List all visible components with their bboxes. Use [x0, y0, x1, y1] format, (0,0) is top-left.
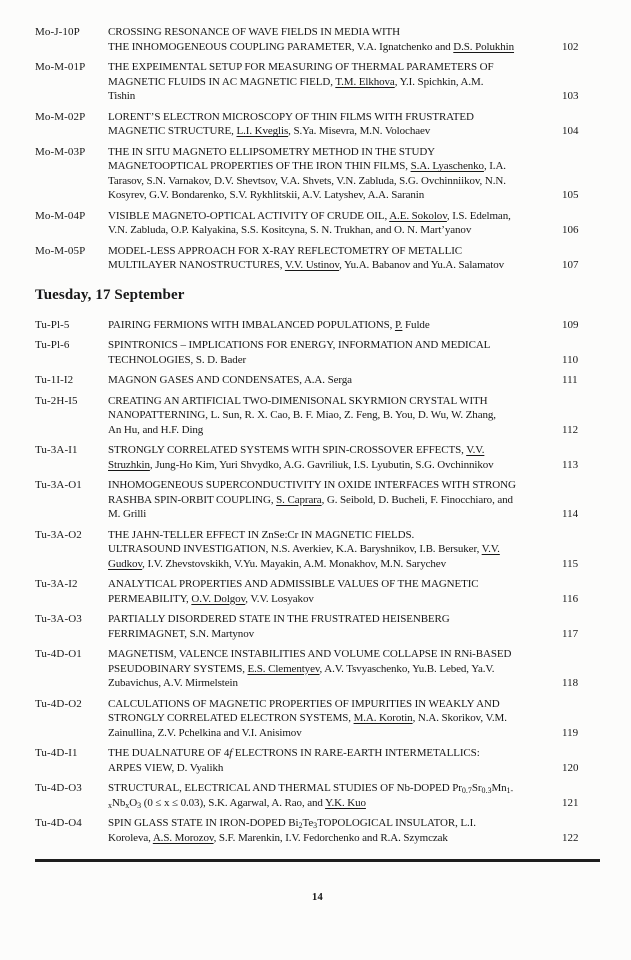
entry-page-number: 120	[562, 761, 579, 774]
entry-code: Tu-4D-O4	[35, 817, 82, 829]
underlined-author: A.S. Morozov	[152, 831, 214, 844]
entry-page-number: 110	[562, 353, 579, 366]
entry-code: Tu-4D-I1	[35, 747, 78, 759]
underlined-author: L.I. Kveglis	[236, 125, 289, 137]
title-line	[108, 557, 560, 572]
entry-title	[108, 478, 560, 522]
subscript-text: 3	[313, 821, 318, 830]
title-line	[108, 577, 560, 592]
title-line	[108, 258, 560, 273]
entry-title	[108, 781, 560, 810]
toc-entry	[35, 318, 600, 333]
title-line	[108, 124, 560, 139]
entry-title	[108, 373, 560, 388]
section-heading: Tuesday, 17 September	[35, 286, 185, 303]
title-line	[108, 627, 560, 642]
title-text: CROSSING RESONANCE OF WAVE FIELDS IN MEDIA WITH	[108, 26, 401, 38]
title-text: MAGNETIC FLUIDS IN AC MAGNETIC FIELD,	[108, 75, 336, 88]
entry-title	[108, 110, 560, 139]
toc-entry	[35, 612, 600, 641]
footer-rule	[35, 859, 600, 862]
title-line	[108, 394, 560, 409]
underlined-author: S. Caprara	[276, 493, 322, 506]
toc-entry	[35, 478, 600, 522]
entry-code: Tu-Pl-5	[35, 318, 70, 331]
entry-page-number: 115	[562, 557, 579, 570]
title-text: THE EXPEIMENTAL SETUP FOR MEASURING OF THERMAL PARAMETERS OF	[108, 61, 494, 73]
title-line	[108, 726, 560, 741]
underlined-author: V.V.	[481, 543, 500, 555]
title-line	[108, 831, 560, 846]
folio-page-number: 14	[311, 892, 324, 903]
title-text: THE IN SITU MAGNETO ELLIPSOMETRY METHOD IN THE STUDY	[108, 145, 436, 158]
entry-code: Tu-4D-O1	[35, 648, 82, 660]
title-text: SPINTRONICS – IMPLICATIONS FOR ENERGY, INFORMATION AND MEDICAL	[108, 339, 491, 351]
title-line	[108, 25, 560, 40]
title-line	[108, 40, 560, 55]
entry-title	[108, 816, 560, 845]
title-line	[108, 209, 560, 224]
title-text: Zubavichus, A.V. Mirmelstein	[108, 677, 238, 689]
entry-code: Mo-M-01P	[35, 61, 86, 73]
entry-title	[108, 145, 560, 203]
entry-title	[108, 528, 560, 572]
title-text: MAGNETISM, VALENCE INSTABILITIES AND VOLUME COLLAPSE IN RNi-BASED	[108, 648, 512, 660]
title-line	[108, 110, 560, 125]
underlined-author: O.V. Dolgov	[191, 592, 246, 605]
title-line	[108, 353, 560, 368]
entry-title	[108, 697, 560, 741]
entry-page-number: 113	[562, 458, 579, 471]
entry-title	[108, 394, 560, 438]
entry-title	[108, 647, 560, 691]
title-line	[108, 408, 560, 423]
toc-entry	[35, 781, 600, 810]
title-line	[108, 145, 560, 160]
title-text: CREATING AN ARTIFICIAL TWO-DIMENISONAL SKYRMION CRYSTAL WITH	[108, 394, 488, 407]
entry-page-number: 106	[562, 224, 579, 236]
title-text: O	[129, 796, 138, 809]
subscript-text: 0.3	[481, 786, 492, 795]
title-line	[108, 816, 560, 831]
entry-page-number: 104	[562, 125, 579, 137]
title-text: Mn	[491, 782, 507, 794]
title-text: , A.V. Tsvyaschenko, Yu.B. Lebed, Ya.V.	[319, 662, 495, 675]
title-text: STRUCTURAL, ELECTRICAL AND THERMAL STUDIES OF Nb-DOPED Pr	[108, 782, 462, 794]
entry-code: Mo-J-10P	[35, 26, 80, 38]
title-text: TOPOLOGICAL INSULATOR, L.I.	[317, 817, 476, 829]
title-text: NANOPATTERNING, L. Sun, R. X. Cao, B. F. Miao, Z. Feng, B. You, D. Wu, W. Zhang,	[108, 409, 496, 421]
entry-page-number: 109	[562, 318, 579, 331]
title-text: Sr	[471, 782, 482, 794]
toc-entry	[35, 110, 600, 139]
title-text: STRONGLY CORRELATED ELECTRON SYSTEMS,	[108, 712, 354, 724]
toc-entry	[35, 528, 600, 572]
entry-title	[108, 338, 560, 367]
underlined-author: P.	[394, 318, 403, 331]
toc-entry	[35, 209, 600, 238]
entry-code: Tu-Pl-6	[35, 339, 70, 351]
entry-title	[108, 318, 560, 333]
title-text: , I.A.	[483, 160, 506, 172]
title-line	[108, 796, 560, 811]
entry-page-number: 118	[562, 677, 579, 689]
title-text: Te	[302, 817, 314, 829]
title-line	[108, 781, 560, 796]
entry-title	[108, 612, 560, 641]
entry-page-number: 107	[562, 259, 579, 271]
entry-code: Mo-M-04P	[35, 209, 86, 222]
toc-entry	[35, 338, 600, 367]
title-line	[108, 75, 560, 90]
toc-entry	[35, 244, 600, 273]
toc-entry	[35, 443, 600, 472]
title-text: Nb	[112, 796, 126, 809]
title-text: MODEL-LESS APPROACH FOR X-RAY REFLECTOMETRY OF METALLIC	[108, 244, 463, 257]
title-text: PSEUDOBINARY SYSTEMS,	[108, 662, 248, 675]
title-line	[108, 697, 560, 712]
title-line	[108, 676, 560, 691]
title-text: , G. Seibold, D. Bucheli, F. Finocchiaro, and	[321, 493, 513, 506]
toc-entry	[35, 746, 600, 775]
title-line	[108, 443, 560, 458]
toc-entry	[35, 816, 600, 845]
title-text: , I.S. Edelman,	[446, 209, 511, 222]
entry-page-number: 122	[562, 831, 579, 844]
entry-code: Tu-4D-O3	[35, 782, 82, 794]
entry-code: Tu-3A-O1	[35, 479, 82, 491]
underlined-author: S.A. Lyaschenko	[410, 160, 484, 172]
title-text: , I.V. Zhevstovskikh, V.Yu. Mayakin, A.M. Monakhov, M.N. Sarychev	[142, 557, 446, 570]
page-footer	[35, 892, 600, 903]
title-text: FERRIMAGNET, S.N. Martynov	[108, 627, 255, 640]
underlined-author: D.S. Polukhin	[453, 40, 515, 53]
title-line	[108, 528, 560, 543]
title-text: MAGNON GASES AND CONDENSATES, A.A. Serga	[108, 374, 352, 386]
title-text: TECHNOLOGIES, S. D. Bader	[108, 353, 247, 366]
title-line	[108, 458, 560, 473]
entry-title	[108, 60, 560, 104]
entry-title	[108, 209, 560, 238]
title-text: , S.Ya. Misevra, M.N. Volochaev	[288, 125, 431, 137]
entry-title	[108, 577, 560, 606]
title-line	[108, 542, 560, 557]
toc-entry	[35, 25, 600, 54]
title-line	[108, 746, 560, 761]
title-text: , Jung-Ho Kim, Yuri Shvydko, A.G. Gavriliuk, I.S. Lyubutin, S.G. Ovchinnikov	[149, 458, 494, 471]
entry-title	[108, 244, 560, 273]
title-text: An Hu, and H.F. Ding	[108, 423, 204, 436]
title-text: PERMEABILITY,	[108, 592, 192, 605]
toc-entry	[35, 394, 600, 438]
title-line	[108, 318, 560, 333]
title-text: ELECTRONS IN RARE-EARTH INTERMETALLICS:	[232, 747, 480, 759]
title-text: ARPES VIEW, D. Vyalikh	[108, 761, 224, 774]
title-line	[108, 223, 560, 238]
entry-code: Mo-M-05P	[35, 244, 86, 257]
title-text: , N.A. Skorikov, V.M.	[412, 712, 507, 724]
subscript-text: 0.7	[461, 786, 472, 795]
title-line	[108, 89, 560, 104]
title-line	[108, 159, 560, 174]
title-text: CALCULATIONS OF MAGNETIC PROPERTIES OF IMPURITIES IN WEAKLY AND	[108, 697, 500, 710]
title-text: f	[229, 747, 233, 759]
title-text: PAIRING FERMIONS WITH IMBALANCED POPULATIONS,	[108, 318, 395, 331]
entry-code: Tu-2H-I5	[35, 394, 78, 407]
title-line	[108, 478, 560, 493]
entry-page-number: 103	[562, 90, 579, 102]
title-text: Zainullina, Z.V. Pchelkina and V.I. Anisimov	[108, 726, 302, 739]
title-text: ANALYTICAL PROPERTIES AND ADMISSIBLE VALUES OF THE MAGNETIC	[108, 578, 479, 590]
title-text: Kosyrev, G.V. Bondarenko, S.V. Rykhlitskii, A.V. Latyshev, A.A. Saranin	[108, 189, 425, 201]
title-text: Koroleva,	[108, 831, 153, 844]
title-line	[108, 174, 560, 189]
underlined-author: A.E. Sokolov	[389, 209, 447, 222]
title-line	[108, 493, 560, 508]
title-text: , V.V. Losyakov	[245, 592, 314, 605]
title-text: Fulde	[402, 318, 430, 331]
subscript-text: 2	[298, 821, 303, 830]
entry-code: Mo-M-02P	[35, 110, 86, 123]
title-text: , Y.I. Spichkin, A.M.	[394, 75, 484, 88]
title-text: SPIN GLASS STATE IN IRON-DOPED Bi	[108, 817, 299, 829]
title-text: ULTRASOUND INVESTIGATION, N.S. Averkiev, K.A. Baryshnikov, I.B. Bersuker,	[108, 543, 482, 555]
title-line	[108, 423, 560, 438]
entry-page-number: 112	[562, 423, 579, 436]
underlined-author: V.V.	[466, 444, 485, 456]
title-text: THE INHOMOGENEOUS COUPLING PARAMETER, V.A. Ignatchenko and	[108, 40, 454, 53]
entry-title	[108, 443, 560, 472]
toc-entry	[35, 145, 600, 203]
title-text: LORENT’S ELECTRON MICROSCOPY OF THIN FILMS WITH FRUSTRATED	[108, 110, 474, 123]
title-text: , Yu.A. Babanov and Yu.A. Salamatov	[339, 259, 505, 271]
entry-page-number: 111	[562, 374, 578, 386]
title-line	[108, 60, 560, 75]
title-line	[108, 507, 560, 522]
subscript-text: 3	[137, 800, 142, 810]
title-line	[108, 188, 560, 203]
underlined-author: Y.K. Kuo	[325, 796, 366, 809]
toc-entry	[35, 60, 600, 104]
title-text: V.N. Zabluda, O.P. Kalyakina, S.S. Kositcyna, S. N. Trukhan, and O. N. Mart’yanov	[108, 224, 472, 236]
title-line	[108, 338, 560, 353]
title-text: MAGNETOOPTICAL PROPERTIES OF THE IRON THIN FILMS,	[108, 160, 411, 172]
entry-code: Tu-3A-O2	[35, 528, 82, 541]
title-line	[108, 647, 560, 662]
subscript-text: 1-	[506, 786, 514, 795]
title-text: MULTILAYER NANOSTRUCTURES,	[108, 259, 285, 271]
entry-code: Tu-3A-I1	[35, 444, 78, 456]
toc-entry	[35, 577, 600, 606]
entry-code: Tu-4D-O2	[35, 697, 82, 710]
entry-page-number: 114	[562, 508, 579, 520]
subscript-text: x	[108, 800, 112, 810]
underlined-author: Struzhkin	[108, 458, 150, 471]
subscript-text: x	[125, 800, 130, 810]
title-text: (0 ≤ x ≤ 0.03), S.K. Agarwal, A. Rao, and	[141, 796, 326, 809]
entry-code: Tu-3A-I2	[35, 578, 78, 590]
underlined-author: E.S. Clementyev	[247, 662, 320, 675]
title-text: Tarasov, S.N. Varnakov, D.V. Shevtsov, V.A. Shvets, V.N. Zabluda, S.G. Ovchinniikov, N.N.	[108, 174, 506, 187]
title-line	[108, 592, 560, 607]
title-text: INHOMOGENEOUS SUPERCONDUCTIVITY IN OXIDE INTERFACES WITH STRONG	[108, 479, 516, 491]
title-text: THE JAHN-TELLER EFFECT IN ZnSe:Cr IN MAGNETIC FIELDS.	[108, 528, 415, 541]
title-line	[108, 612, 560, 627]
underlined-author: T.M. Elkhova	[335, 75, 395, 88]
title-text: Tishin	[108, 90, 136, 102]
toc-entry	[35, 373, 600, 388]
entry-title	[108, 746, 560, 775]
title-text: , S.F. Marenkin, I.V. Fedorchenko and R.A. Szymczak	[213, 831, 448, 844]
title-text: RASHBA SPIN-ORBIT COUPLING,	[108, 493, 277, 506]
underlined-author: V.V. Ustinov	[284, 259, 340, 271]
title-text: VISIBLE MAGNETO-OPTICAL ACTIVITY OF CRUDE OIL,	[108, 209, 390, 222]
entry-page-number: 105	[562, 189, 579, 201]
entry-page-number: 117	[562, 627, 579, 640]
underlined-author: Gudkov	[108, 557, 143, 570]
entry-page-number: 121	[562, 796, 579, 809]
underlined-author: M.A. Korotin	[353, 712, 413, 724]
title-line	[108, 761, 560, 776]
toc-entry	[35, 647, 600, 691]
title-text: MAGNETIC STRUCTURE,	[108, 125, 237, 137]
toc	[35, 25, 600, 845]
entry-code: Tu-3A-O3	[35, 613, 82, 625]
title-text: PARTIALLY DISORDERED STATE IN THE FRUSTRATED HEISENBERG	[108, 613, 450, 625]
entry-title	[108, 25, 560, 54]
entry-page-number: 102	[562, 40, 579, 53]
title-text: M. Grilli	[108, 508, 147, 520]
title-line	[108, 662, 560, 677]
entry-page-number: 116	[562, 592, 579, 605]
title-line	[108, 244, 560, 259]
title-text: STRONGLY CORRELATED SYSTEMS WITH SPIN-CROSSOVER EFFECTS,	[108, 444, 467, 456]
entry-page-number: 119	[562, 726, 579, 739]
title-line	[108, 373, 560, 388]
toc-entry	[35, 697, 600, 741]
title-line	[108, 711, 560, 726]
entry-code: Mo-M-03P	[35, 145, 86, 158]
title-text: THE DUALNATURE OF 4	[108, 747, 230, 759]
entry-code: Tu-1I-I2	[35, 374, 74, 386]
